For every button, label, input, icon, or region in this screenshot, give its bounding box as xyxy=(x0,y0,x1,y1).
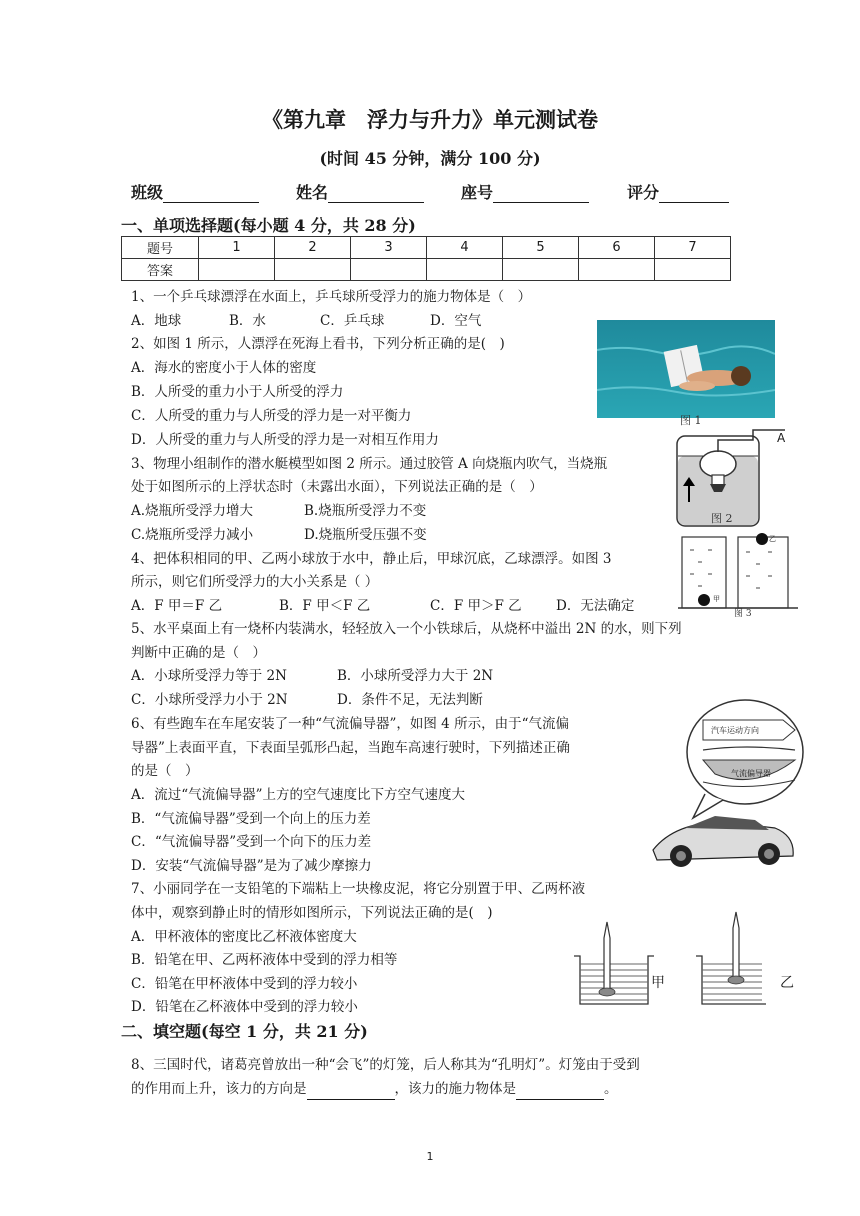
q5-option-c: C．小球所受浮力小于 2N xyxy=(131,692,288,708)
table-cell-number: 4 xyxy=(427,237,503,259)
q8-blank-source[interactable] xyxy=(516,1083,604,1100)
page-subtitle: (时间 45 分钟，满分 100 分) xyxy=(319,149,541,168)
page-number: 1 xyxy=(426,1150,434,1163)
q6-stem-line2: 导器”上表面平直，下表面呈弧形凸起，当跑车高速行驶时，下列描述正确 xyxy=(131,740,570,756)
q3-option-b: B.烧瓶所受浮力不变 xyxy=(304,503,427,519)
answer-cell[interactable] xyxy=(199,259,275,281)
q3-stem-line2: 处于如图所示的上浮状态时（未露出水面），下列说法正确的是（ ） xyxy=(131,479,543,495)
table-cell-number: 7 xyxy=(655,237,731,259)
table-label-answer: 答案 xyxy=(122,259,199,281)
q7-option-b: B．铅笔在甲、乙两杯液体中受到的浮力相等 xyxy=(131,952,398,968)
seat-field: 座号 xyxy=(461,180,589,203)
table-cell-number: 1 xyxy=(199,237,275,259)
q4-option-c: C．F 甲＞F 乙 xyxy=(430,598,522,614)
q5-option-b: B．小球所受浮力大于 2N xyxy=(337,668,494,684)
two-balls-figure xyxy=(678,532,800,612)
q6-option-b: B．“气流偏导器”受到一个向上的压力差 xyxy=(131,811,371,827)
q5-stem-line1: 5、水平桌面上有一烧杯内装满水，轻轻放入一个小铁球后，从烧杯中溢出 2N 的水，则下列 xyxy=(131,621,682,637)
table-cell-number: 3 xyxy=(351,237,427,259)
answer-cell[interactable] xyxy=(579,259,655,281)
q6-option-c: C．“气流偏导器”受到一个向下的压力差 xyxy=(131,834,372,850)
answer-table xyxy=(121,236,731,281)
q7-option-d: D．铅笔在乙杯液体中受到的浮力较小 xyxy=(131,999,358,1015)
table-cell-number: 6 xyxy=(579,237,655,259)
answer-cell[interactable] xyxy=(655,259,731,281)
spoiler-label: 气流偏导器 xyxy=(731,769,771,778)
answer-cell[interactable] xyxy=(427,259,503,281)
table-cell-number: 2 xyxy=(275,237,351,259)
section2-heading: 二、填空题(每空 1 分，共 21 分) xyxy=(121,1022,368,1041)
cup-yi-label: 乙 xyxy=(780,975,794,991)
q3-option-d: D.烧瓶所受压强不变 xyxy=(304,527,427,543)
q1-option-b: B．水 xyxy=(229,313,266,329)
q8-line2: 的作用而上升，该力的方向是 ，该力的施力物体是 。 xyxy=(131,1078,618,1100)
q4-option-a: A．F 甲＝F 乙 xyxy=(131,598,223,614)
car-direction-label: 汽车运动方向 xyxy=(711,726,759,735)
q3-stem-line1: 3、物理小组制作的潜水艇模型如图 2 所示。通过胶管 A 向烧瓶内吹气，当烧瓶 xyxy=(131,456,608,472)
q6-option-a: A．流过“气流偏导器”上方的空气速度比下方空气速度大 xyxy=(131,787,466,803)
q7-stem-line2: 体中，观察到静止时的情形如图所示，下列说法正确的是( ) xyxy=(131,905,493,921)
q5-option-a: A．小球所受浮力等于 2N xyxy=(131,668,287,684)
q3-option-c: C.烧瓶所受浮力减小 xyxy=(131,527,254,543)
q7-stem-line1: 7、小丽同学在一支铅笔的下端粘上一块橡皮泥，将它分别置于甲、乙两杯液 xyxy=(131,881,586,897)
table-label-number: 题号 xyxy=(122,237,199,259)
q1-option-c: C．乒乓球 xyxy=(320,313,385,329)
q6-option-d: D．安装“气流偏导器”是为了减少摩擦力 xyxy=(131,858,372,874)
page-title: 《第九章 浮力与升力》单元测试卷 xyxy=(262,107,598,132)
q7-option-a: A．甲杯液体的密度比乙杯液体密度大 xyxy=(131,929,357,945)
class-field: 班级 xyxy=(131,180,259,203)
q5-option-d: D．条件不足，无法判断 xyxy=(337,692,483,708)
answer-cell[interactable] xyxy=(351,259,427,281)
q2-option-b: B．人所受的重力小于人所受的浮力 xyxy=(131,384,344,400)
dead-sea-photo xyxy=(597,320,775,420)
tube-a-label: A xyxy=(777,431,786,445)
q5-stem-line2: 判断中正确的是（ ） xyxy=(131,645,266,661)
q4-option-b: B．F 甲＜F 乙 xyxy=(279,598,371,614)
q8-line1: 8、三国时代，诸葛亮曾放出一种“会飞”的灯笼，后人称其为“孔明灯”。灯笼由于受到 xyxy=(131,1057,640,1073)
q4-stem-line2: 所示，则它们所受浮力的大小关系是（ ） xyxy=(131,574,379,590)
answer-cell[interactable] xyxy=(503,259,579,281)
q7-option-c: C．铅笔在甲杯液体中受到的浮力较小 xyxy=(131,976,358,992)
q6-stem-line3: 的是（ ） xyxy=(131,763,199,779)
score-field: 评分 xyxy=(627,180,729,203)
q2-option-a: A．海水的密度小于人体的密度 xyxy=(131,360,317,376)
q1-option-d: D．空气 xyxy=(430,313,482,329)
q2-stem: 2、如图 1 所示，人漂浮在死海上看书，下列分析正确的是( ) xyxy=(131,336,505,352)
q2-option-c: C．人所受的重力与人所受的浮力是一对平衡力 xyxy=(131,408,412,424)
q4-option-d: D．无法确定 xyxy=(556,598,635,614)
q2-option-d: D．人所受的重力与人所受的浮力是一对相互作用力 xyxy=(131,432,439,448)
answer-table-answer-row xyxy=(122,259,731,281)
section1-heading: 一、单项选择题(每小题 4 分，共 28 分) xyxy=(121,216,416,235)
q3-option-a: A.烧瓶所受浮力增大 xyxy=(131,503,254,519)
q8-blank-direction[interactable] xyxy=(307,1083,395,1100)
figure3-caption: 图 3 xyxy=(734,609,752,619)
answer-table-header-row xyxy=(122,237,731,259)
figure2-caption: 图 2 xyxy=(711,512,733,525)
q6-stem-line1: 6、有些跑车在车尾安装了一种“气流偏导器”，如图 4 所示，由于“气流偏 xyxy=(131,716,569,732)
table-cell-number: 5 xyxy=(503,237,579,259)
q4-stem-line1: 4、把体积相同的甲、乙两小球放于水中，静止后，甲球沉底，乙球漂浮。如图 3 xyxy=(131,551,612,567)
spoiler-car-figure xyxy=(645,690,807,882)
name-field: 姓名 xyxy=(296,180,424,203)
ball-jia-label: 甲 xyxy=(713,595,720,603)
pencil-cups-figure xyxy=(566,908,766,1008)
cup-jia-label: 甲 xyxy=(651,975,665,991)
q1-option-a: A．地球 xyxy=(131,313,182,329)
figure1-caption: 图 1 xyxy=(680,414,702,427)
q1-stem: 1、一个乒乓球漂浮在水面上，乒乓球所受浮力的施力物体是（ ） xyxy=(131,289,532,305)
ball-yi-label: 乙 xyxy=(769,535,776,543)
answer-cell[interactable] xyxy=(275,259,351,281)
